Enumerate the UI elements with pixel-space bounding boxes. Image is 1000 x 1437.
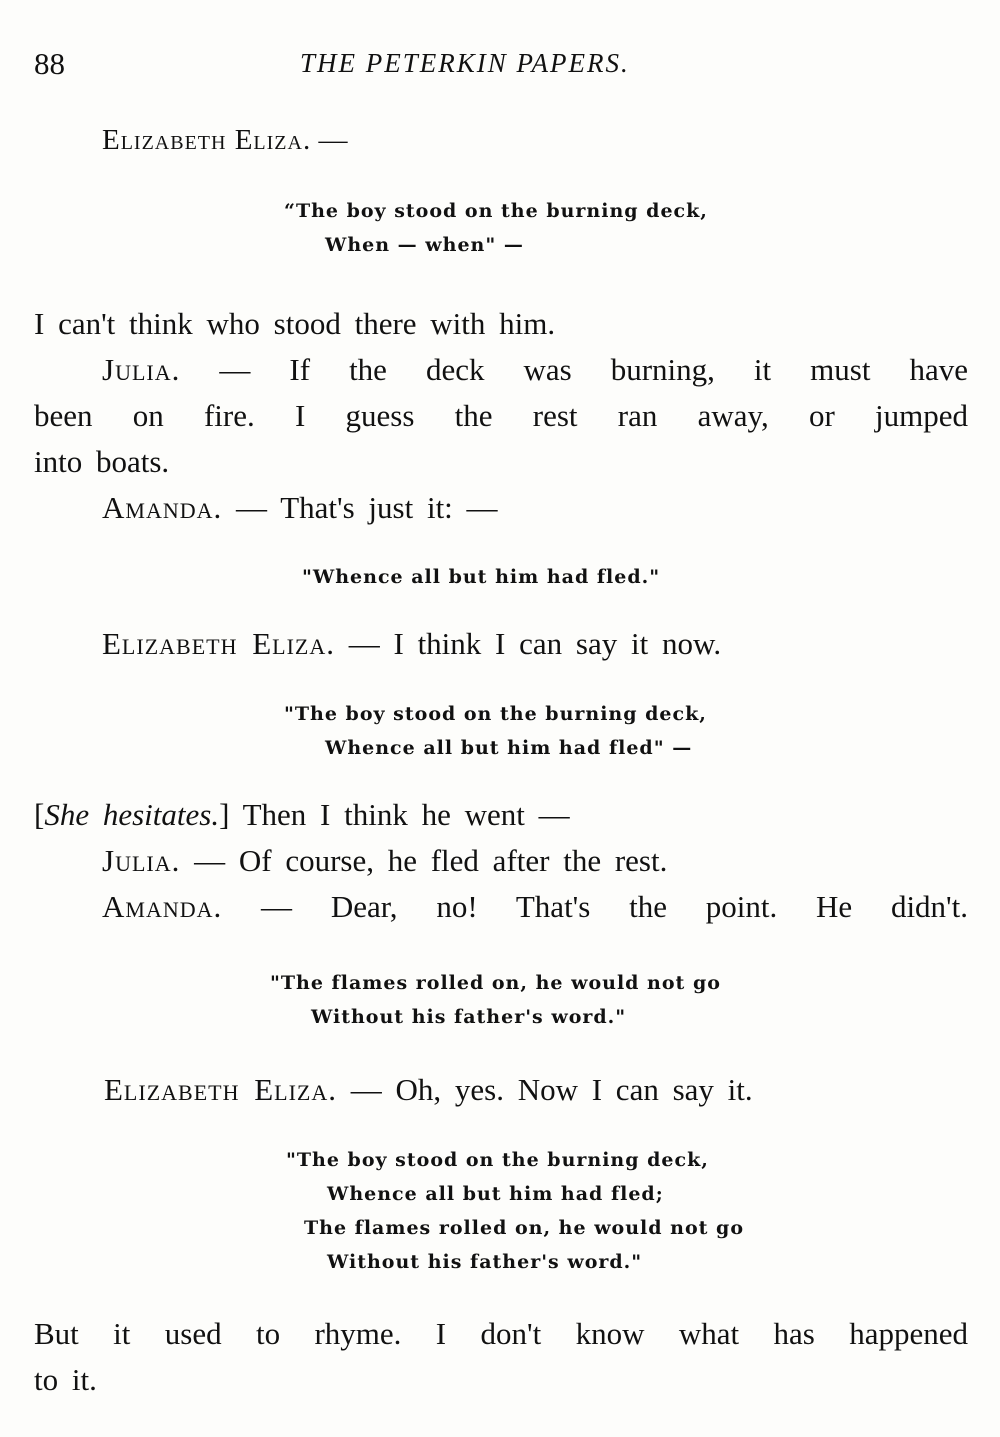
speaker-name: Elizabeth Eliza. (102, 124, 312, 156)
verse-line: "The boy stood on the burning deck, (286, 1149, 709, 1171)
verse-line: "The flames rolled on, he would not go (270, 972, 721, 994)
stage-direction-line: [She hesitates.] Then I think he went — (34, 797, 570, 832)
speaker-line: Amanda. — That's just it: — (102, 490, 498, 525)
speaker-line: Julia. — If the deck was burning, it must have (102, 352, 969, 387)
speaker-name: Amanda. (102, 490, 223, 525)
verse-line: Without his father's word." (311, 1006, 627, 1028)
prose-line: But it used to rhyme. I don't know what has happened (34, 1316, 968, 1351)
prose-line: I can't think who stood there with him. (34, 306, 556, 341)
page-number: 88 (34, 46, 65, 81)
speaker-name: Julia. (102, 843, 181, 878)
speaker-name: Amanda. (102, 889, 223, 924)
verse-line: Whence all but him had fled; (327, 1183, 664, 1205)
stage-direction: She hesitates. (44, 797, 220, 832)
speaker-line: Elizabeth Eliza. — Oh, yes. Now I can say it. (104, 1072, 753, 1107)
verse-line: When — when" — (325, 234, 524, 256)
prose-line: been on fire. I guess the rest ran away, or jumped (34, 398, 968, 433)
speaker-name: Julia. (102, 352, 181, 387)
speaker-line: Elizabeth Eliza. — (102, 124, 348, 156)
verse-line: Without his father's word." (327, 1251, 643, 1273)
verse-line: "The boy stood on the burning deck, (284, 703, 707, 725)
verse-line: "Whence all but him had fled." (302, 566, 661, 588)
speaker-name: Elizabeth Eliza. (104, 1072, 337, 1107)
speaker-line: Amanda. — Dear, no! That's the point. He didn't. (102, 889, 969, 924)
speaker-line: Julia. — Of course, he fled after the rest. (102, 843, 668, 878)
verse-line: The flames rolled on, he would not go (304, 1217, 744, 1239)
speaker-line: Elizabeth Eliza. — I think I can say it now. (102, 626, 722, 661)
prose-line: to it. (34, 1362, 97, 1397)
running-title: THE PETERKIN PAPERS. (300, 48, 630, 78)
verse-line: “The boy stood on the burning deck, (284, 200, 708, 222)
speaker-name: Elizabeth Eliza. (102, 626, 335, 661)
prose-line: into boats. (34, 444, 170, 479)
verse-line: Whence all but him had fled" — (325, 737, 693, 759)
